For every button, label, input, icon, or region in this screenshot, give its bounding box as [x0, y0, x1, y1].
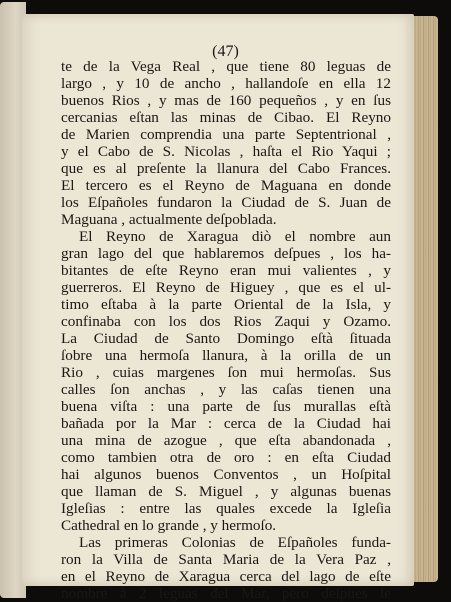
text-line: Igleſias : entre las quales excede la Igleſia — [61, 500, 391, 517]
text-line: buena viſta : una parte de ſus murallas eſtà — [61, 398, 391, 415]
text-line: El tercero es el Reyno de Maguana en donde — [61, 177, 391, 194]
page-number: (47) — [212, 43, 239, 60]
text-line: La Ciudad de Santo Domingo eſtà ſituada — [61, 330, 391, 347]
text-line: nombre à 2 leguas del Mar, pero deſpues ſe — [61, 585, 391, 602]
text-line: los Eſpañoles fundaron la Ciudad de S. Juan de — [61, 194, 391, 211]
text-line: como tambien otra de oro : en eſta Ciudad — [61, 449, 391, 466]
text-line: te de la Vega Real , que tiene 80 leguas de — [61, 58, 391, 75]
text-line: guerreros. El Reyno de Higuey , que es el ul- — [61, 279, 391, 296]
text-line: cercanias eſtan las minas de Cibao. El Reyno — [61, 109, 391, 126]
page-text — [61, 58, 391, 602]
text-line: bañada por la Mar : cerca de la Ciudad hai — [61, 415, 391, 432]
text-line: Rio , cuias margenes ſon mui hermoſas. Sus — [61, 364, 391, 381]
text-line: una mina de azogue , que eſta abandonada , — [61, 432, 391, 449]
text-line: Las primeras Colonias de Eſpañoles funda- — [79, 534, 391, 551]
text-line: buenos Rios , y mas de 160 pequeños , y en ſus — [61, 92, 391, 109]
text-line: ſobre una hermoſa llanura, à la orilla de un — [61, 347, 391, 364]
text-line: El Reyno de Xaragua diò el nombre aun — [79, 228, 391, 245]
text-line: calles ſon anchas , y las caſas tienen una — [61, 381, 391, 398]
text-line: que llaman de S. Miguel , y algunas buenas — [61, 483, 391, 500]
text-line: bitantes de eſte Reyno eran mui valientes , y — [61, 262, 391, 279]
text-line: de Marien comprendia una parte Septentrional , — [61, 126, 391, 143]
text-line: en el Reyno de Xaragua cerca del lago de eſte — [61, 568, 391, 585]
text-line: ron la Villa de Santa Maria de la Vera Paz , — [61, 551, 391, 568]
text-line: Cathedral en lo grande , y hermoſo. — [61, 517, 277, 534]
text-line: gran lago del que hablaremos deſpues , los ha- — [61, 245, 391, 262]
text-line: que es al preſente la llanura del Cabo Frances. — [61, 160, 391, 177]
text-line: y el Cabo de S. Nicolas , haſta el Rio Yaqui ; — [61, 143, 391, 160]
text-line: timo eſtaba à la parte Oriental de la Isla, y — [61, 296, 391, 313]
text-line: largo , y 10 de ancho , hallandoſe en ella 12 — [61, 75, 391, 92]
text-line: confinaba con los dos Rios Zaqui y Ozamo. — [61, 313, 391, 330]
text-line: Maguana , actualmente deſpoblada. — [61, 211, 277, 228]
text-line: hai algunos buenos Conventos , un Hoſpital — [61, 466, 391, 483]
